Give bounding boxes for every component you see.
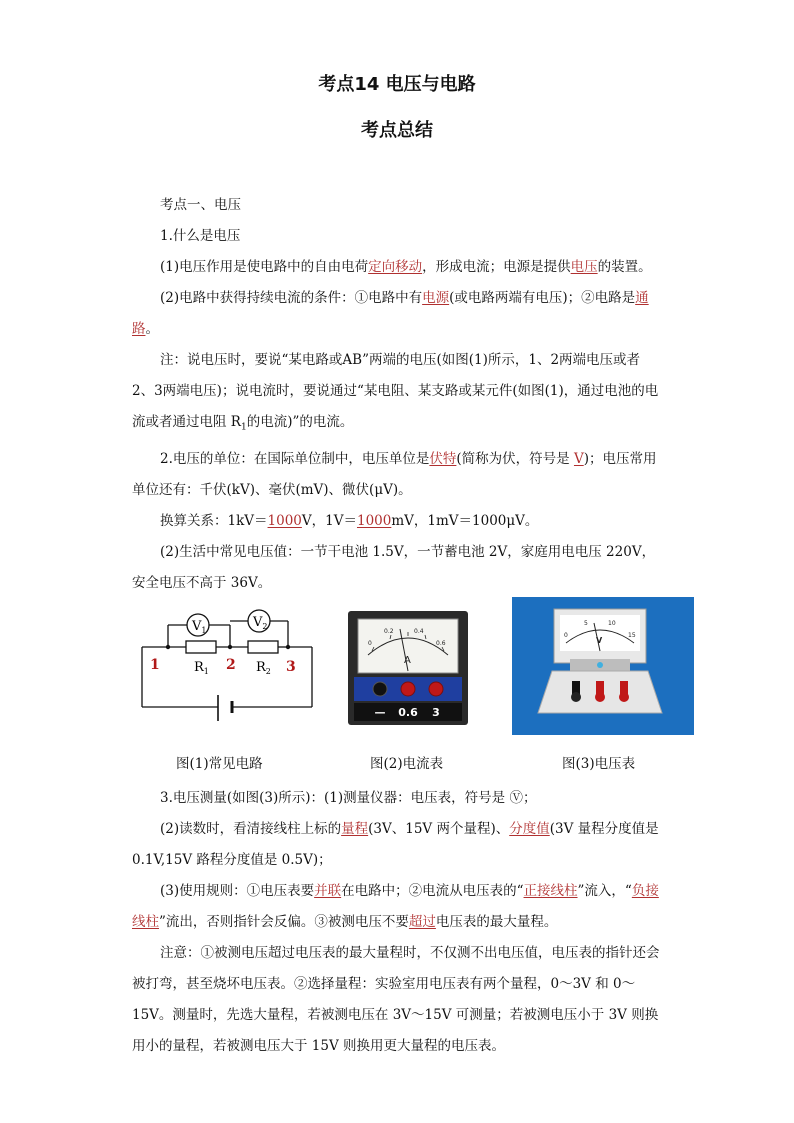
text: (3V、15V 两个量程)、: [368, 820, 510, 837]
paragraph-attention: 注意：①被测电压超过电压表的最大量程时，不仅测不出电压值，电压表的指针还会被打弯，甚至烧坏电压表。②选择量程：实验室用电压表有两个量程，0～3V 和 0～15V。测量时，先选大量程，若被测电压在 3V～15V 可测量；若被测电压小于 3V 则换用小的量程，若被测电压大于 15V 则换用更大量程的电压表。: [132, 944, 660, 1054]
text: 注：说电压时，要说“某电路或AB”两端的电压(如图(1)所示，1、2两端电压或者 2、3两端电压)；说电流时，要说通过“某电阻、某支路或某元件(如图(1)，通过电池的电流或者通过电阻 R: [132, 352, 659, 430]
text: (3V 量程分度值是 0.1V,15V 路程分度值是 0.5V)；: [132, 820, 659, 868]
node-2-label: 2: [226, 656, 236, 673]
scale-label: 5: [584, 619, 588, 627]
text: 2.电压的单位：在国际单位制中，电压单位是: [160, 450, 430, 467]
terminal-label: 0.6: [398, 705, 418, 719]
text: V，1V＝: [301, 512, 357, 529]
text: (或电路两端有电压)；②电路是: [449, 290, 636, 306]
paragraph-usage-rules: [132, 876, 664, 938]
svg-text:R2: [256, 660, 271, 676]
keyword: 量程: [341, 820, 369, 837]
subscript: 2: [265, 666, 271, 676]
keyword: 定向移动: [368, 259, 423, 275]
paragraph-current-condition: [132, 283, 664, 345]
paragraph-conversion: [132, 506, 664, 537]
subscript: 2: [262, 621, 268, 631]
ammeter-image: [344, 609, 472, 727]
paragraph-voltage-role: [132, 252, 664, 283]
subscript: 1: [240, 422, 247, 433]
figure-row: [132, 603, 664, 783]
keyword: 1000: [267, 512, 302, 529]
text: mV，1mV＝1000μV。: [391, 512, 539, 529]
terminal-label: 3: [432, 705, 440, 719]
figure-1-caption: 图(1)常见电路: [176, 755, 263, 772]
text: ”流出，否则指针会反偏。③被测电压不要: [159, 913, 409, 930]
figure-2-caption: 图(2)电流表: [370, 755, 444, 772]
text: 换算关系：1kV＝: [160, 512, 268, 529]
keyword: 负接线柱: [132, 882, 659, 930]
scale-label: 0.4: [414, 627, 424, 635]
keyword: 伏特: [429, 450, 457, 467]
text: (2)读数时，看清接线柱上标的: [160, 820, 342, 837]
text: (简称为伏，符号是: [456, 450, 574, 467]
text: 的装置。: [597, 259, 652, 275]
scale-label: 0: [368, 639, 372, 647]
text: (3)使用规则：①电压表要: [160, 882, 315, 899]
voltmeter-image: [512, 597, 694, 735]
scale-label: 0.6: [436, 639, 446, 647]
text: ，形成电流；电源是提供: [422, 259, 571, 275]
figure-3-caption: 图(3)电压表: [562, 755, 636, 772]
r2-label: R: [256, 659, 266, 675]
text: ”流入，“: [577, 882, 632, 899]
subscript: 1: [203, 666, 209, 676]
v2-label: V: [253, 614, 263, 630]
text: 电压表的最大量程。: [435, 913, 558, 930]
subscript: 1: [201, 625, 207, 635]
scale-label: 0.2: [384, 627, 394, 635]
paragraph-voltage-unit: [132, 444, 664, 506]
paragraph-reading: [132, 814, 664, 876]
keyword: 电压: [570, 259, 598, 275]
section-heading: 考点一、电压: [160, 197, 241, 213]
keyword: 电源: [422, 290, 450, 306]
text: )；电压常用单位还有：千伏(kV)、毫伏(mV)、微伏(μV)。: [132, 450, 657, 498]
svg-text:V2: [252, 615, 267, 631]
text: (2)电路中获得持续电流的条件：①电路中有: [160, 290, 423, 306]
text: 。: [145, 321, 159, 337]
page-title: 考点14 电压与电路: [318, 74, 476, 95]
svg-text:R1: [194, 660, 209, 676]
svg-text:V1: [191, 619, 206, 635]
node-3-label: 3: [286, 658, 296, 675]
paragraph-measurement: 3.电压测量(如图(3)所示)：(1)测量仪器：电压表，符号是 Ⓥ；: [160, 789, 537, 806]
v1-label: V: [192, 618, 202, 634]
text: 在电路中；②电流从电压表的“: [341, 882, 524, 899]
scale-label: 0: [564, 631, 568, 639]
text: 的电流)”的电流。: [246, 414, 354, 430]
keyword: 超过: [408, 913, 436, 930]
subsection-heading: 1.什么是电压: [160, 228, 241, 244]
node-1-label: 1: [150, 656, 160, 673]
terminal-label: —: [374, 705, 386, 719]
r1-label: R: [194, 659, 204, 675]
scale-label: 15: [628, 631, 636, 639]
ammeter-unit: A: [404, 654, 411, 666]
keyword: 并联: [314, 882, 342, 899]
keyword: V: [573, 450, 584, 467]
circuit-diagram: [136, 603, 318, 735]
voltmeter-unit: V: [596, 635, 603, 645]
document-body: [132, 190, 664, 1062]
keyword: 分度值: [509, 820, 550, 837]
keyword: 通路: [132, 290, 649, 337]
page-subtitle: 考点总结: [361, 120, 433, 141]
scale-label: 10: [608, 619, 616, 627]
text: (1)电压作用是使电路中的自由电荷: [160, 259, 369, 275]
paragraph-common-voltages: (2)生活中常见电压值：一节干电池 1.5V，一节蓄电池 2V，家庭用电电压 220V，安全电压不高于 36V。: [132, 543, 656, 591]
keyword: 正接线柱: [523, 882, 578, 899]
paragraph-note: [132, 345, 664, 444]
keyword: 1000: [356, 512, 392, 529]
